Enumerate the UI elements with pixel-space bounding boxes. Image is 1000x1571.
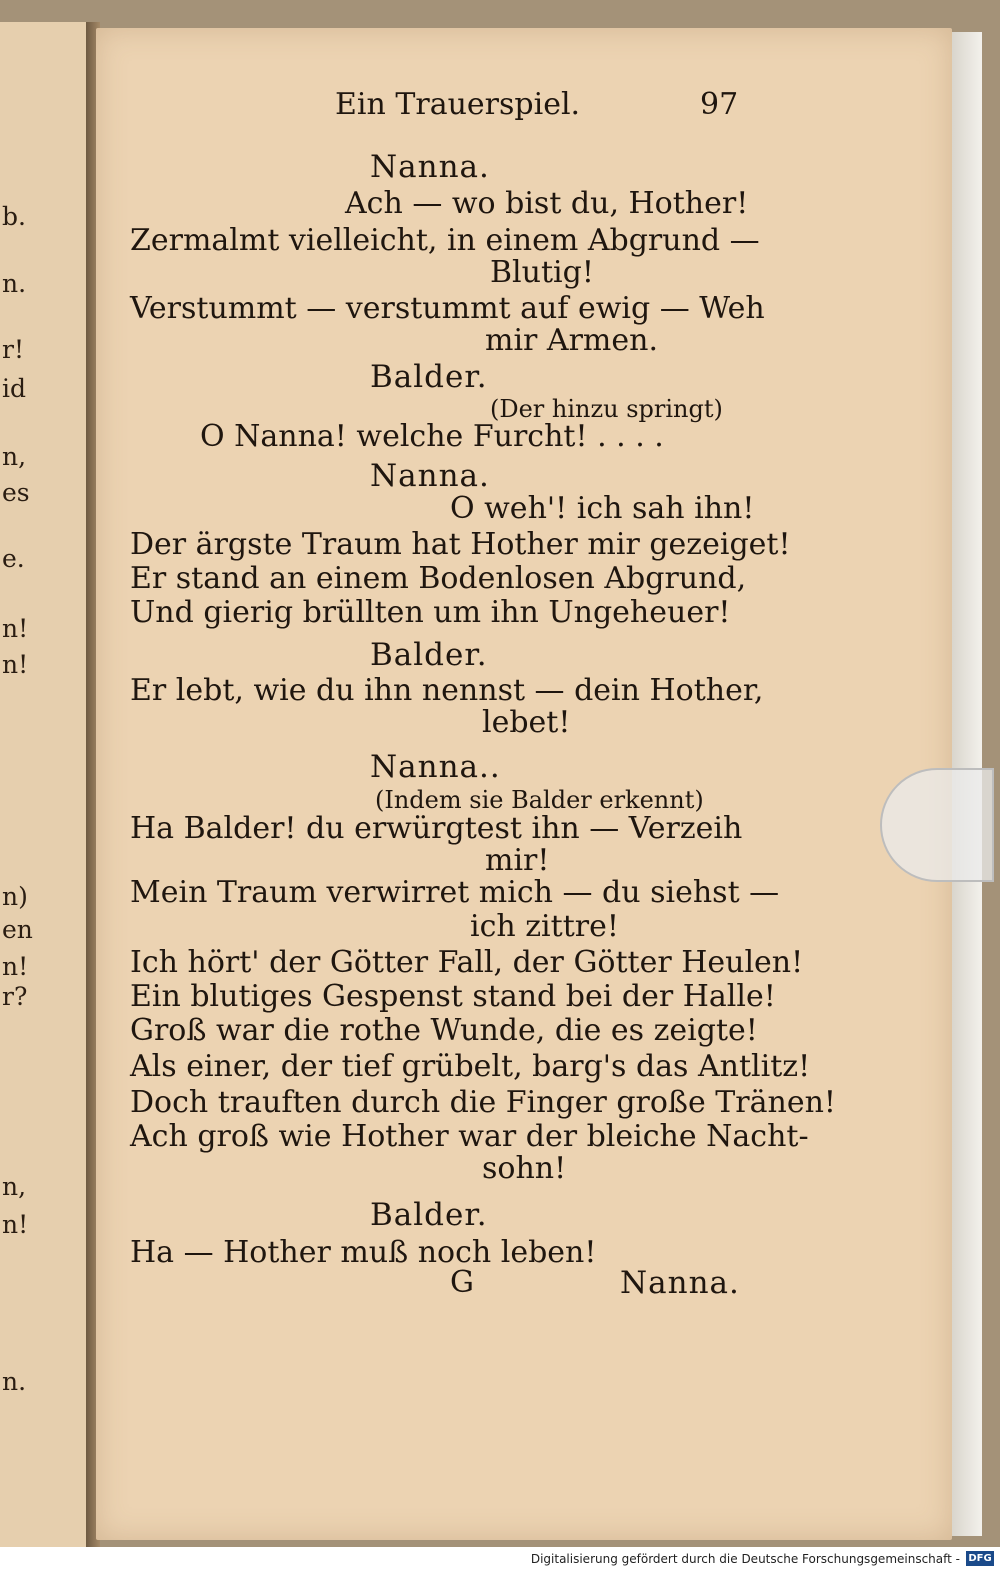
verse-line: Verstummt — verstummt auf ewig — Weh bbox=[130, 291, 765, 326]
verse-line: Und gierig brüllten um ihn Ungeheuer! bbox=[130, 595, 731, 630]
left-page-text: r? bbox=[2, 982, 28, 1011]
verse-line: mir! bbox=[485, 843, 550, 878]
verse-line: Blutig! bbox=[490, 255, 594, 290]
verse-line: Der ärgste Traum hat Hother mir gezeiget! bbox=[130, 527, 791, 562]
verse-line: Zermalmt vielleicht, in einem Abgrund — bbox=[130, 223, 760, 258]
page-clip bbox=[880, 768, 994, 882]
left-page-text: id bbox=[2, 374, 26, 403]
speaker-name: Nanna. bbox=[370, 149, 490, 185]
verse-line: ich zittre! bbox=[470, 909, 619, 944]
speaker-name: Nanna. bbox=[370, 458, 490, 494]
left-page-text: n) bbox=[2, 882, 28, 911]
stage-direction: (Der hinzu springt) bbox=[490, 395, 723, 423]
catchword: Nanna. bbox=[620, 1265, 740, 1301]
dfg-logo: DFG bbox=[966, 1551, 994, 1566]
speaker-name: Nanna.. bbox=[370, 749, 501, 785]
left-page-text: r! bbox=[2, 335, 24, 364]
speaker-name: Balder. bbox=[370, 1197, 488, 1233]
verse-line: lebet! bbox=[482, 705, 571, 740]
left-page-text: n, bbox=[2, 442, 27, 471]
left-page-text: n, bbox=[2, 1172, 27, 1201]
funding-notice: Digitalisierung gefördert durch die Deutsche Forschungsgemeinschaft - bbox=[530, 1552, 960, 1566]
signature-mark: G bbox=[450, 1265, 474, 1300]
speaker-name: Balder. bbox=[370, 359, 488, 395]
left-page-text: es bbox=[2, 478, 30, 507]
verse-line: Ach — wo bist du, Hother! bbox=[345, 186, 749, 221]
verse-line: Als einer, der tief grübelt, barg's das Antlitz! bbox=[130, 1049, 811, 1084]
stage-direction: (Indem sie Balder erkennt) bbox=[375, 786, 704, 814]
verse-line: Ich hört' der Götter Fall, der Götter Heulen! bbox=[130, 945, 804, 980]
left-page-text: n! bbox=[2, 952, 29, 981]
verse-line: Er stand an einem Bodenlosen Abgrund, bbox=[130, 561, 747, 596]
left-page-text: n! bbox=[2, 1210, 29, 1239]
speaker-name: Balder. bbox=[370, 637, 488, 673]
verse-line: Ha — Hother muß noch leben! bbox=[130, 1235, 597, 1270]
verse-line: Mein Traum verwirret mich — du siehst — bbox=[130, 875, 780, 910]
verse-line: Ha Balder! du erwürgtest ihn — Verzeih bbox=[130, 811, 743, 846]
verse-line: Ach groß wie Hother war der bleiche Nacht- bbox=[130, 1119, 809, 1154]
left-page-text: n. bbox=[2, 1367, 27, 1396]
verse-line: Ein blutiges Gespenst stand bei der Halle! bbox=[130, 979, 776, 1014]
left-page-text: n. bbox=[2, 269, 27, 298]
footer-bar bbox=[0, 1547, 1000, 1571]
left-page-text: n! bbox=[2, 614, 29, 643]
verse-line: Groß war die rothe Wunde, die es zeigte! bbox=[130, 1013, 758, 1048]
verse-line: Doch trauften durch die Finger große Tränen! bbox=[130, 1085, 836, 1120]
verse-line: O weh'! ich sah ihn! bbox=[450, 491, 755, 526]
verse-line: mir Armen. bbox=[485, 323, 658, 358]
left-page-text: e. bbox=[2, 544, 25, 573]
left-page-text: b. bbox=[2, 202, 26, 231]
left-page-fragment bbox=[0, 22, 90, 1547]
running-header-title: Ein Trauerspiel. bbox=[335, 87, 581, 122]
page-number: 97 bbox=[700, 87, 739, 122]
verse-line: sohn! bbox=[482, 1151, 567, 1186]
verse-line: O Nanna! welche Furcht! . . . . bbox=[200, 419, 664, 454]
verse-line: Er lebt, wie du ihn nennst — dein Hother, bbox=[130, 673, 764, 708]
left-page-text: en bbox=[2, 915, 33, 944]
left-page-text: n! bbox=[2, 650, 29, 679]
